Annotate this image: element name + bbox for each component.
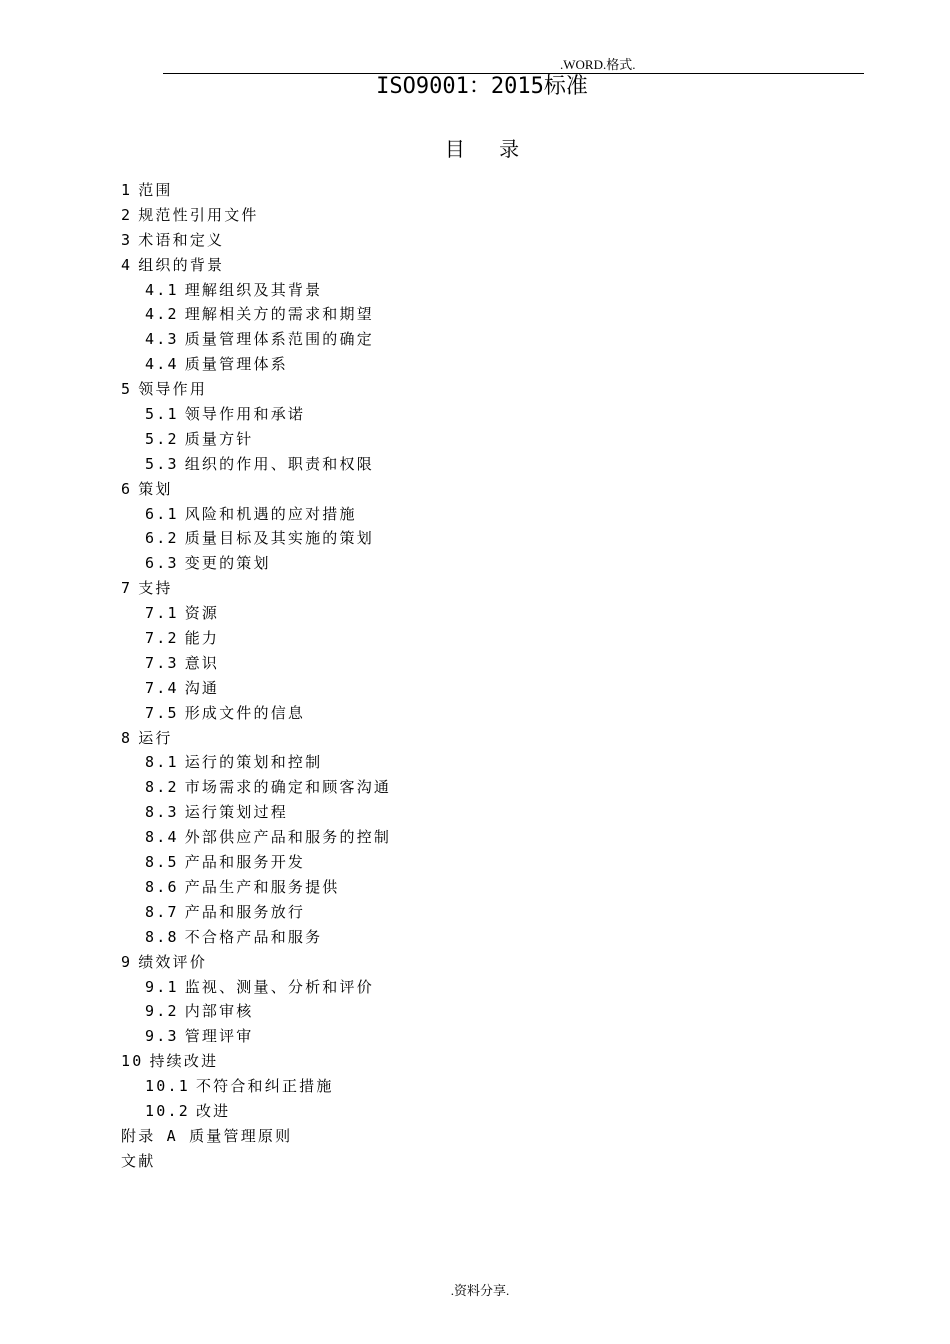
toc-entry — [0, 576, 950, 601]
toc-entry-text: 策划 — [138, 479, 173, 498]
toc-entry-number: 6 — [121, 479, 133, 498]
toc-entry-number: 6.1 — [145, 504, 179, 523]
toc-entry-text: 组织的背景 — [138, 255, 225, 274]
toc-entry-text: 运行策划过程 — [184, 803, 288, 822]
toc-entry-number: 9.2 — [145, 1002, 179, 1021]
toc-entry — [0, 502, 950, 527]
toc-entry — [0, 427, 950, 452]
toc-entry — [0, 750, 950, 775]
toc-entry-number: 4.3 — [145, 330, 179, 349]
toc-entry-number: 4.4 — [145, 355, 179, 374]
toc-entry-number: 8 — [121, 728, 133, 747]
toc-entry — [0, 775, 950, 800]
toc-entry-text: 改进 — [195, 1101, 231, 1120]
toc-entry-text: 运行 — [138, 728, 173, 747]
toc-entry-number: 9 — [121, 952, 133, 971]
toc-entry-text: 规范性引用文件 — [138, 205, 259, 224]
toc-entry-number: 7.1 — [145, 604, 179, 623]
toc-entry-number: 9.3 — [145, 1027, 179, 1046]
toc-entry-text: 文献 — [121, 1151, 156, 1170]
toc-entry-number: 5.1 — [145, 405, 179, 424]
toc-entry-number: 5.2 — [145, 429, 179, 448]
toc-entry-text: 组织的作用、职责和权限 — [184, 454, 374, 473]
toc-entry — [0, 850, 950, 875]
toc-entry-number: 9.1 — [145, 977, 179, 996]
table-of-contents — [0, 178, 950, 1174]
toc-entry — [0, 178, 950, 203]
toc-entry — [0, 551, 950, 576]
toc-entry — [0, 302, 950, 327]
toc-entry — [0, 1049, 950, 1074]
toc-entry-text: 支持 — [138, 579, 173, 598]
toc-entry — [0, 526, 950, 551]
toc-entry-text: 监视、测量、分析和评价 — [184, 977, 374, 996]
toc-entry-text: 不合格产品和服务 — [184, 927, 323, 946]
toc-entry — [0, 999, 950, 1024]
toc-entry-number: 7.5 — [145, 703, 179, 722]
toc-entry — [0, 477, 950, 502]
toc-entry-text: 范围 — [138, 181, 173, 199]
toc-entry-text: 产品和服务开发 — [184, 853, 306, 872]
toc-entry-text: 附录 A 质量管理原则 — [121, 1126, 293, 1145]
toc-entry-number: 7.3 — [145, 653, 179, 672]
toc-entry-number: 5 — [121, 380, 133, 399]
toc-heading: 目 录 — [444, 137, 534, 161]
toc-entry-text: 理解相关方的需求和期望 — [184, 305, 374, 324]
toc-entry-text: 绩效评价 — [138, 952, 208, 971]
toc-entry-number: 8.7 — [145, 902, 179, 921]
toc-entry — [0, 452, 950, 477]
toc-entry — [0, 676, 950, 701]
toc-entry — [0, 377, 950, 402]
toc-entry — [0, 900, 950, 925]
toc-entry-number: 8.3 — [145, 803, 179, 822]
toc-entry-number: 7.4 — [145, 678, 179, 697]
toc-entry-text: 变更的策划 — [184, 554, 271, 573]
toc-entry-text: 外部供应产品和服务的控制 — [184, 828, 392, 847]
toc-entry — [0, 825, 950, 850]
toc-entry — [0, 278, 950, 303]
toc-entry — [0, 1124, 950, 1149]
toc-entry-text: 形成文件的信息 — [184, 703, 306, 722]
toc-entry-text: 意识 — [184, 653, 220, 672]
toc-entry-number: 8.6 — [145, 877, 179, 896]
toc-entry — [0, 800, 950, 825]
toc-entry — [0, 352, 950, 377]
footer-note: .资料分享. — [450, 1283, 510, 1298]
toc-entry-number: 8.8 — [145, 927, 179, 946]
toc-entry-number: 8.5 — [145, 853, 179, 872]
toc-entry — [0, 1024, 950, 1049]
toc-entry — [0, 203, 950, 228]
toc-entry — [0, 1099, 950, 1124]
toc-entry-number: 7.2 — [145, 629, 179, 648]
toc-entry-text: 质量目标及其实施的策划 — [184, 529, 374, 548]
toc-entry-text: 市场需求的确定和顾客沟通 — [184, 778, 392, 797]
toc-entry — [0, 726, 950, 751]
toc-entry-text: 不符合和纠正措施 — [195, 1077, 334, 1096]
toc-entry-number: 3 — [121, 230, 133, 249]
toc-entry-text: 领导作用和承诺 — [184, 405, 306, 424]
toc-entry-text: 质量管理体系范围的确定 — [184, 330, 374, 349]
toc-entry-text: 能力 — [184, 629, 220, 648]
toc-entry-number: 10.2 — [145, 1101, 190, 1120]
toc-entry — [0, 950, 950, 975]
toc-entry-text: 沟通 — [184, 678, 220, 697]
toc-entry — [0, 601, 950, 626]
toc-entry-text: 术语和定义 — [138, 230, 225, 249]
toc-entry-number: 4.2 — [145, 305, 179, 324]
toc-entry-text: 风险和机遇的应对措施 — [184, 504, 357, 523]
toc-entry — [0, 875, 950, 900]
toc-entry-number: 4 — [121, 255, 133, 274]
toc-entry — [0, 402, 950, 427]
toc-entry — [0, 1074, 950, 1099]
toc-entry — [0, 701, 950, 726]
toc-entry-number: 1 — [121, 181, 133, 199]
toc-entry-number: 8.1 — [145, 753, 179, 772]
toc-entry — [0, 925, 950, 950]
toc-entry-number: 5.3 — [145, 454, 179, 473]
toc-entry-number: 4.1 — [145, 280, 179, 299]
toc-entry-text: 产品和服务放行 — [184, 902, 306, 921]
toc-entry-text: 内部审核 — [184, 1002, 254, 1021]
toc-entry — [0, 253, 950, 278]
toc-entry-number: 2 — [121, 205, 133, 224]
toc-entry — [0, 1149, 950, 1174]
toc-entry-number: 6.2 — [145, 529, 179, 548]
toc-entry-text: 质量管理体系 — [184, 355, 288, 374]
toc-entry-text: 质量方针 — [184, 429, 254, 448]
toc-entry-text: 管理评审 — [184, 1027, 254, 1046]
toc-entry-number: 8.4 — [145, 828, 179, 847]
toc-entry-text: 持续改进 — [149, 1052, 219, 1071]
toc-entry — [0, 651, 950, 676]
toc-entry-number: 6.3 — [145, 554, 179, 573]
toc-entry — [0, 626, 950, 651]
toc-entry-text: 运行的策划和控制 — [184, 753, 323, 772]
toc-entry-text: 领导作用 — [138, 380, 208, 399]
toc-entry-number: 10 — [121, 1052, 144, 1071]
toc-entry-number: 7 — [121, 579, 133, 598]
toc-entry-text: 理解组织及其背景 — [184, 280, 323, 299]
toc-entry — [0, 327, 950, 352]
toc-entry — [0, 228, 950, 253]
toc-entry — [0, 975, 950, 1000]
toc-entry-number: 8.2 — [145, 778, 179, 797]
toc-entry-text: 产品生产和服务提供 — [184, 877, 340, 896]
toc-entry-text: 资源 — [184, 604, 220, 623]
document-title: ISO9001：2015标准 — [376, 74, 588, 99]
toc-entry-number: 10.1 — [145, 1077, 190, 1096]
header-note: .WORD.格式. — [560, 57, 636, 72]
